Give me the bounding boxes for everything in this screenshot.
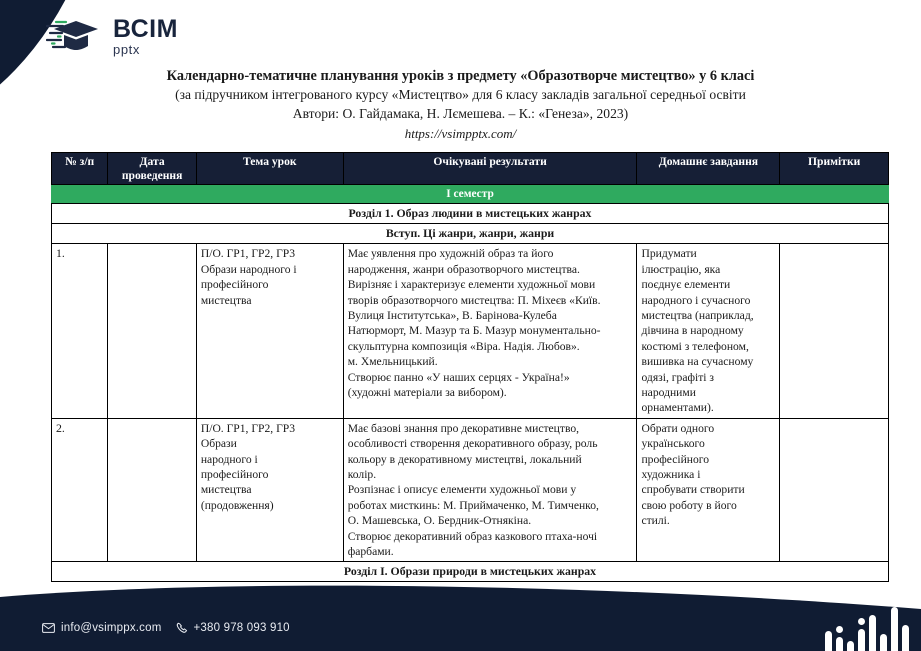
cell-notes[interactable] (780, 418, 889, 562)
cell-homework: Придумати ілюстрацію, яка поєднує елементи народного і сучасного мистецтва (наприклад, дівчина в народному костюмі з телефоном, вишивка на сучасному одязі, графіті з народними орнаментами). (637, 244, 780, 418)
cell-number: 2. (52, 418, 108, 562)
cell-expected-results: Має базові знання про декоративне мистецтво, особливості створення декоративного образу, роль кольору в декоративному мистецтві, локальний колір. Розпізнає і описує елементи художньої мови у роботах мисткинь: М. Приймаченко, М. Тимченко, О. Машевська, О. Бердник-Отнякіна. Створює декоративний образ казкового птаха-ночі фарбами. (343, 418, 637, 562)
column-header-date: Дата проведення (108, 153, 197, 185)
brand-logo-text (113, 14, 178, 57)
eq-col (836, 626, 843, 651)
title-line-1: Календарно-тематичне планування уроків з предмету «Образотворче мистецтво» у 6 класі (166, 68, 755, 84)
footer-phone[interactable] (176, 622, 290, 634)
eq-col (902, 625, 909, 651)
semester-banner-row (52, 185, 889, 204)
graduation-cap-icon (46, 16, 104, 56)
column-header-number: № з/п (52, 153, 108, 185)
footer-email-text: info@vsimppx.com (61, 622, 162, 634)
source-url: https://vsimpptx.com/ (404, 125, 517, 141)
subsection-row-1 (52, 224, 889, 244)
footer-email[interactable] (42, 622, 162, 634)
column-header-expected-results: Очікувані результати (343, 153, 637, 185)
cell-notes[interactable] (780, 244, 889, 418)
eq-col (825, 631, 832, 651)
table-body (52, 185, 889, 582)
section-title-2: Розділ І. Образи природи в мистецьких жанрах (52, 562, 889, 582)
subsection-title-1: Вступ. Ці жанри, жанри, жанри (52, 224, 889, 244)
footer-band-decoration (0, 583, 921, 651)
footer-phone-text: +380 978 093 910 (193, 622, 290, 634)
title-line-2: (за підручником інтегрованого курсу «Мистецтво» для 6 класу закладів загальної середньої освіти (175, 87, 746, 103)
cell-theme: П/О. ГР1, ГР2, ГР3 Образи народного і професійного мистецтва (196, 244, 343, 418)
eq-col (847, 641, 854, 651)
table-header-row (52, 153, 889, 185)
table-row (52, 244, 889, 418)
footer-contacts (42, 622, 290, 634)
title-line-3: Автори: О. Гайдамака, Н. Лємешева. – К.: «Генеза», 2023) (292, 106, 629, 122)
eq-col (858, 618, 865, 651)
section-row-1 (52, 204, 889, 224)
eq-col (880, 634, 887, 651)
brand-logo-main: ВСІМ (113, 14, 178, 43)
semester-label: I семестр (52, 185, 889, 204)
cell-theme: П/О. ГР1, ГР2, ГР3 Образи народного і професійного мистецтва (продовження) (196, 418, 343, 562)
cell-number: 1. (52, 244, 108, 418)
section-title-1: Розділ 1. Образ людини в мистецьких жанрах (52, 204, 889, 224)
table-header (52, 153, 889, 185)
column-header-notes: Примітки (780, 153, 889, 185)
equalizer-bars-icon (825, 603, 909, 651)
envelope-icon (42, 623, 55, 633)
lesson-planning-table (51, 152, 889, 582)
section-row-2 (52, 562, 889, 582)
column-header-theme: Тема урок (196, 153, 343, 185)
brand-logo-sub: pptx (113, 41, 140, 57)
eq-col (869, 615, 876, 651)
column-header-homework: Домашнє завдання (637, 153, 780, 185)
cell-date[interactable] (108, 418, 197, 562)
brand-logo (46, 16, 178, 56)
cell-expected-results: Має уявлення про художній образ та його народження, жанри образотворчого мистецтва. Вирізняє і характеризує елементи художньої мови творів образотворчого мистецтва: П. Міхеєв «Київ. Вулиця Інститутська», В. Барінова-Кулеба Натюрморт, М. Мазур та Б. Мазур монументально- скульптурна композиція «Віра. Надія. Любов». м. Хмельницький. Створює панно «У наших серцях - Україна!» (художні матеріали за вибором). (343, 244, 637, 418)
page-title (60, 67, 861, 143)
cell-date[interactable] (108, 244, 197, 418)
eq-col (891, 607, 898, 651)
table-row (52, 418, 889, 562)
phone-icon (176, 622, 188, 634)
cell-homework: Обрати одного українського професійного художника і спробувати створити свою роботу в його стилі. (637, 418, 780, 562)
